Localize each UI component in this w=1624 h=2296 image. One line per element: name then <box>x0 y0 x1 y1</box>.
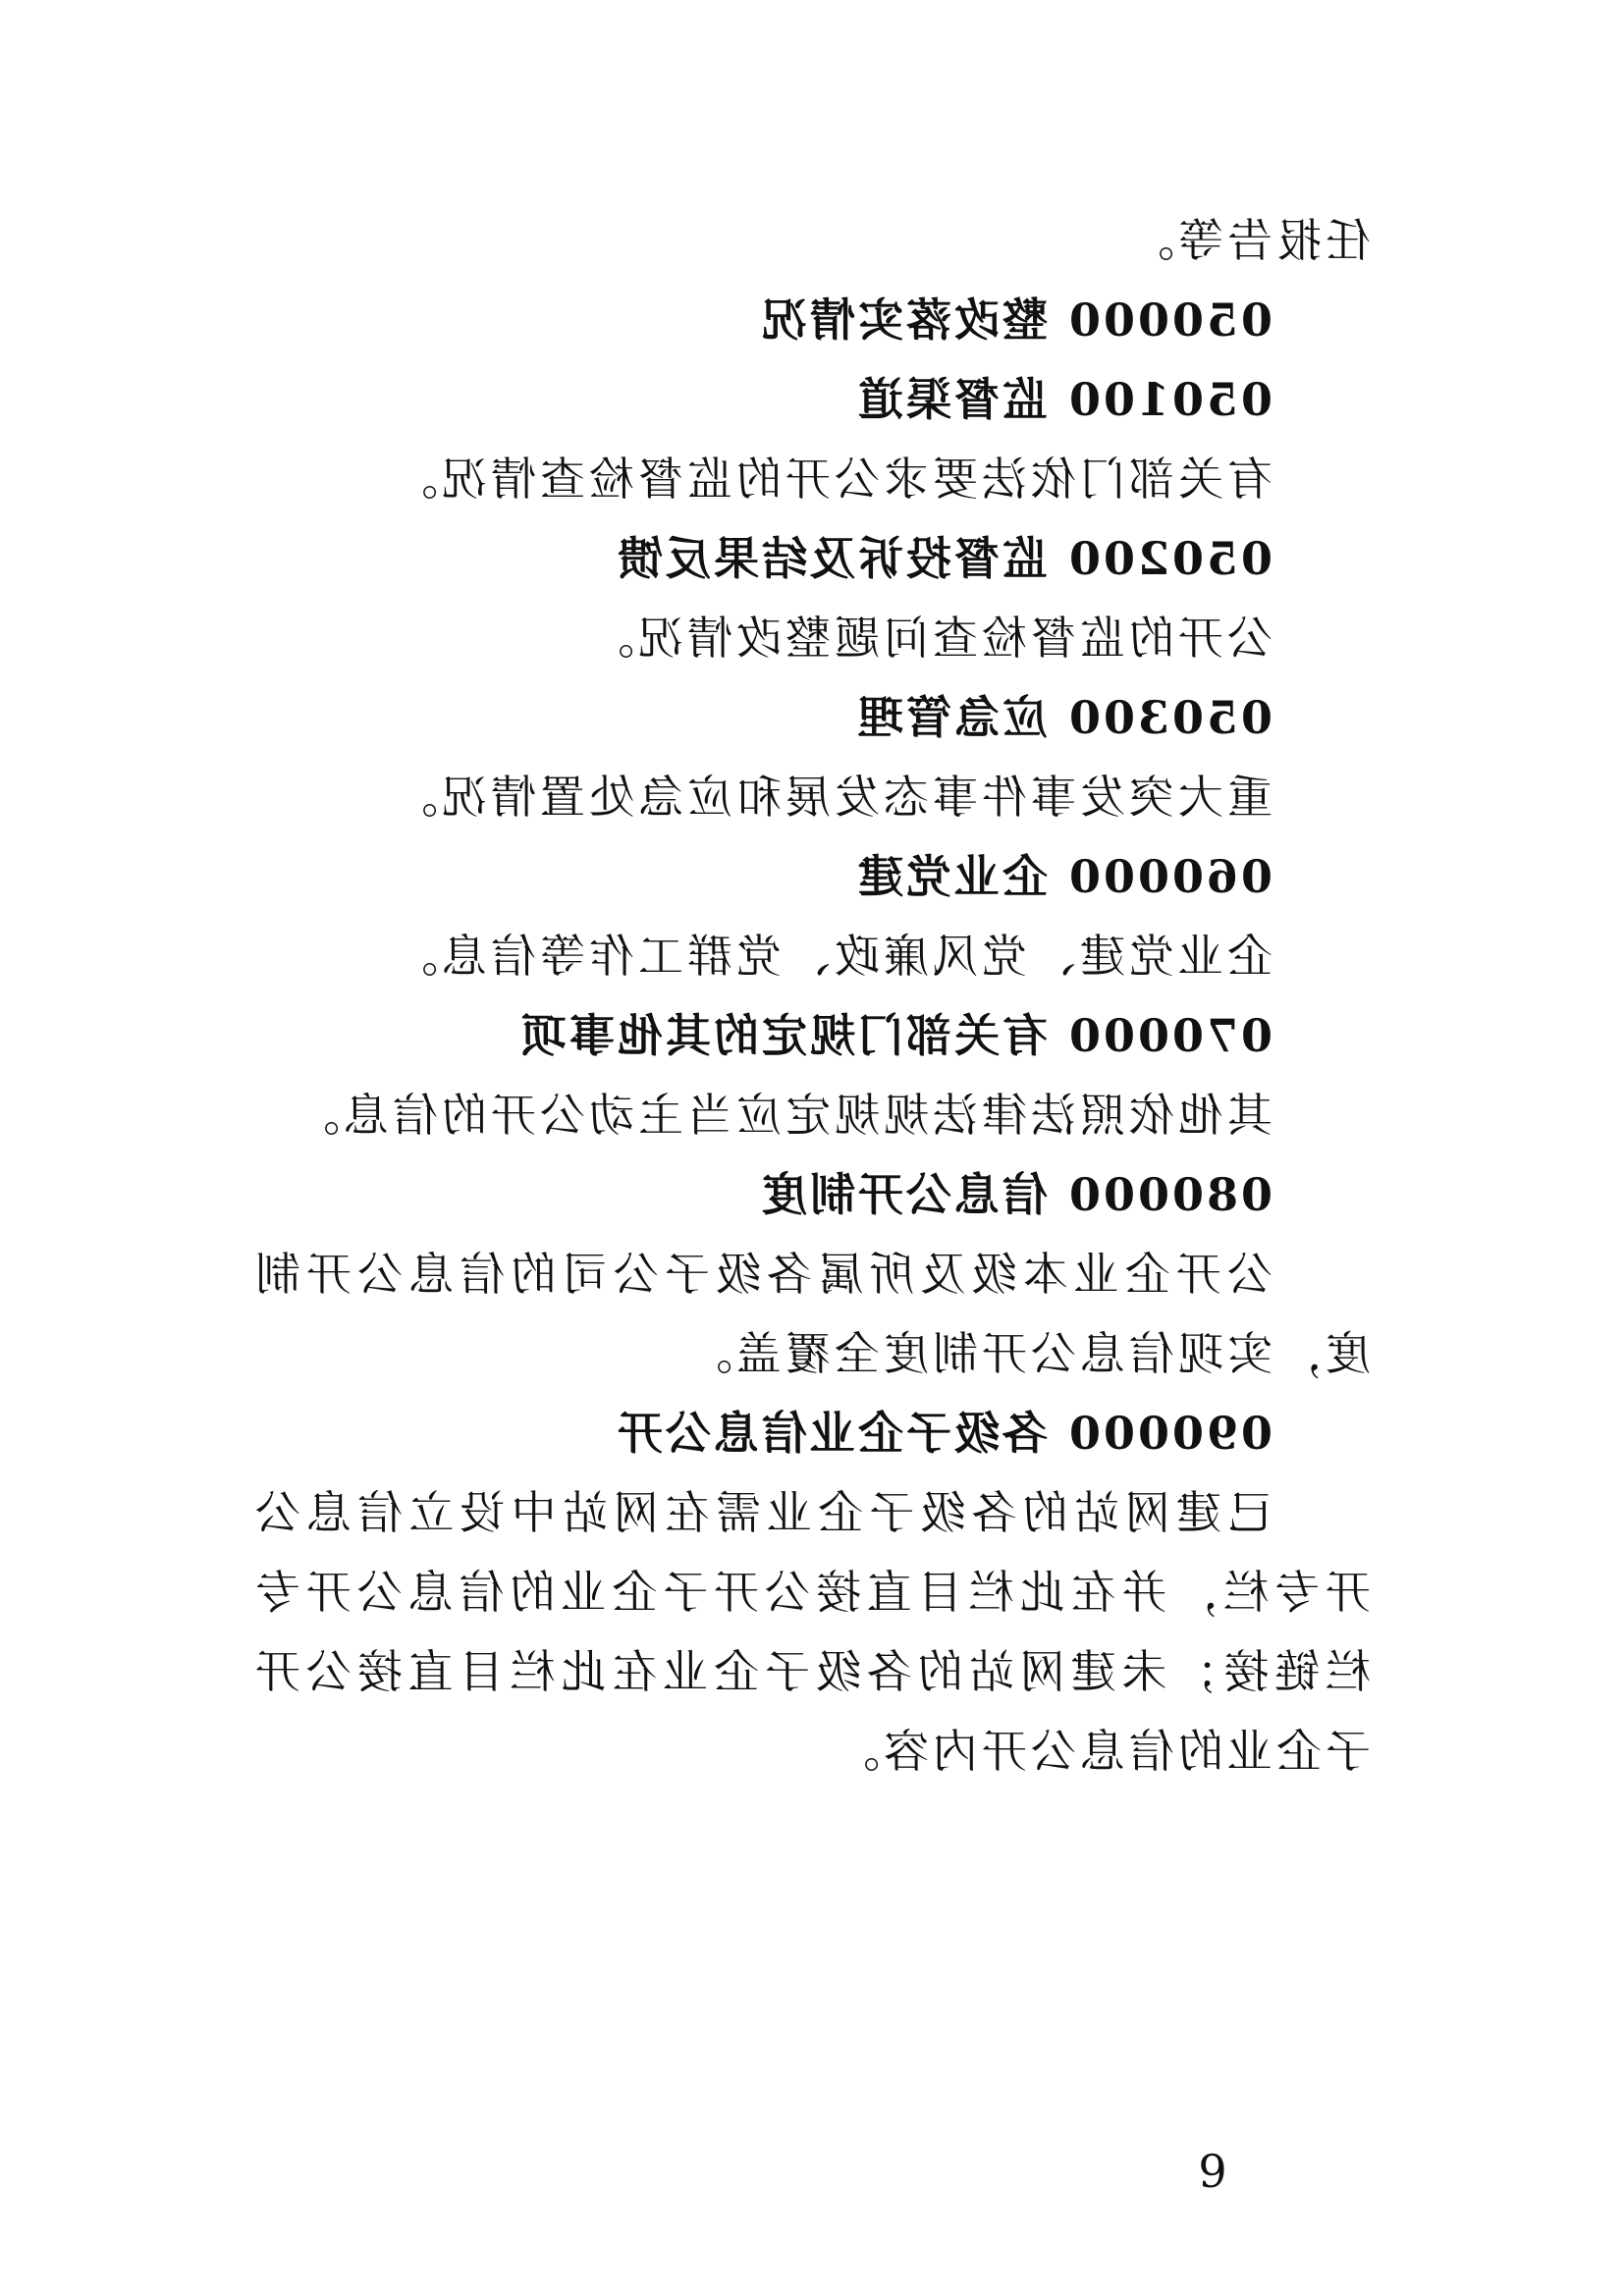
section-heading: 060000 企业党建 <box>854 850 1272 903</box>
section-heading: 080000 信息公开制度 <box>758 1168 1272 1221</box>
section-heading: 050000 整改落实情况 <box>758 294 1272 347</box>
body-paragraph: 重大突发事件事态发展和应急处置情况。 <box>389 771 1272 824</box>
section-heading: 090000 各级子企业信息公开 <box>614 1407 1272 1460</box>
section-heading: 050100 监督渠道 <box>854 373 1272 426</box>
section-heading: 050300 应急管理 <box>854 691 1272 744</box>
section-heading: 070000 有关部门规定的其他事项 <box>517 1009 1272 1062</box>
section-heading: 050200 监督投诉及结果反馈 <box>614 532 1272 585</box>
body-paragraph: 有关部门依法要求公开的监督检查情况。 <box>389 453 1272 506</box>
body-paragraph: 企业党建、党风廉政、党群工作等信息。 <box>389 930 1272 983</box>
body-paragraph: 其他依照法律法规规定应当主动公开的信息。 <box>291 1089 1272 1142</box>
page-number: 9 <box>1198 2145 1227 2198</box>
body-paragraph: 公开的监督检查问题整改情况。 <box>585 612 1272 665</box>
body-paragraph: 公开企业本级及所属各级子公司的信息公开制度，实现信息公开制度全覆盖。 <box>251 1248 1371 1380</box>
body-paragraph: 已建网站的各级子企业需在网站中设立信息公开专栏，并在此栏目直接公开子企业的信息公开专栏链接；未建网站的各级子企业在此栏目直接公开子企业的信息公开内容。 <box>251 1486 1371 1778</box>
document-body <box>251 201 1371 1791</box>
body-paragraph: 任报告等。 <box>1125 214 1371 267</box>
